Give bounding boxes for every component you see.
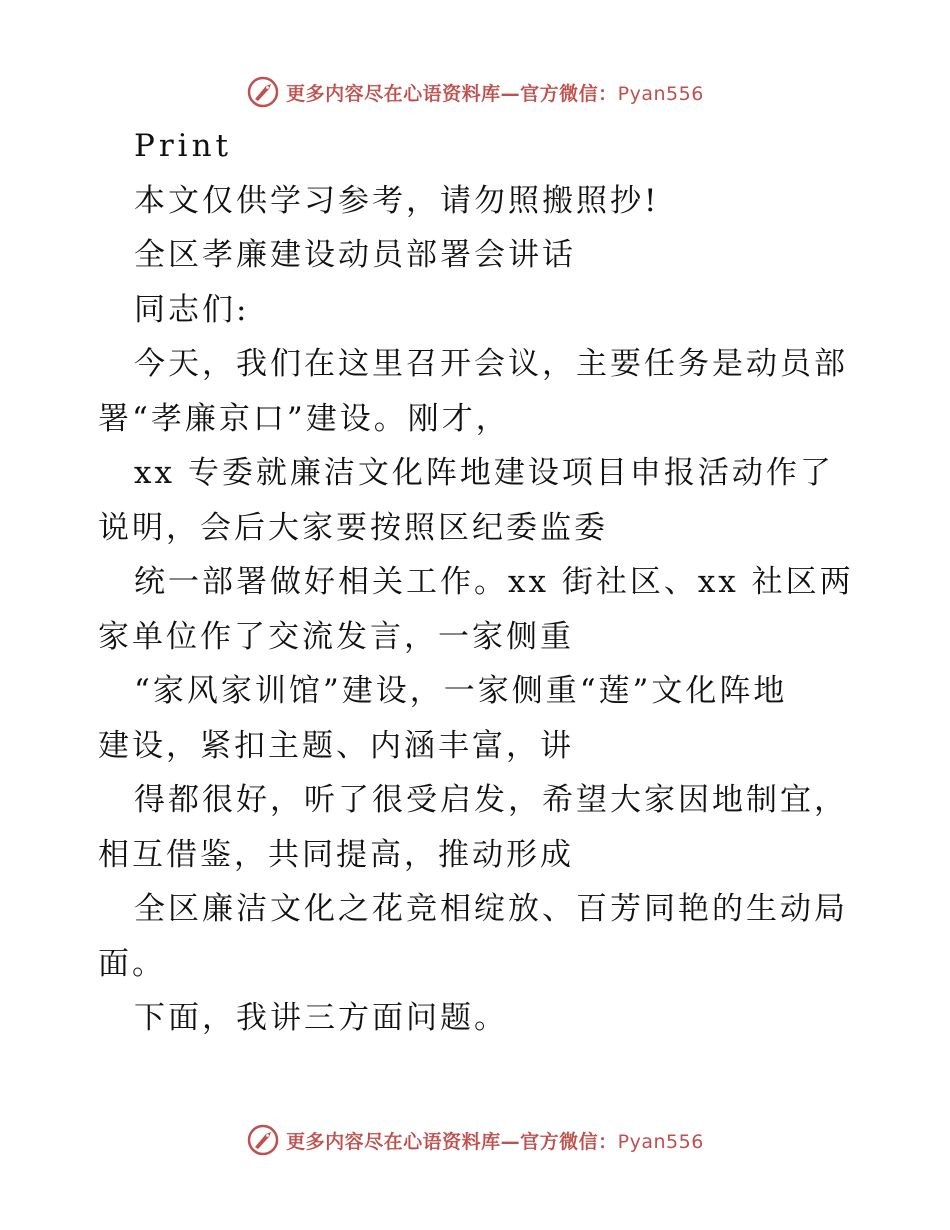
document-title: 全区孝廉建设动员部署会讲话 [134, 237, 576, 273]
text-line: 得都很好，听了很受启发，希望大家因地制宜， [134, 782, 848, 818]
text-line: 相互借鉴，共同提高，推动形成 [98, 836, 574, 873]
text-line: “家风家训馆”建设，一家侧重“莲”文化阵地 [134, 673, 788, 709]
wechat-id: Pyan556 [617, 82, 704, 105]
text-line: 面。 [98, 945, 166, 982]
text-line: 署“孝廉京口”建设。刚才， [98, 400, 510, 437]
pen-nib-logo-icon [246, 75, 280, 109]
text-line: 全区廉洁文化之花竞相绽放、百芳同艳的生动局 [134, 891, 848, 927]
watermark-text: 更多内容尽在心语资料库—官方微信：Pyan556 [286, 1130, 704, 1153]
watermark-text: 更多内容尽在心语资料库—官方微信：Pyan556 [286, 82, 704, 105]
header-watermark [0, 70, 950, 114]
text-line: 说明，会后大家要按照区纪委监委 [98, 509, 608, 546]
text-line: 统一部署做好相关工作。xx 街社区、xx 社区两 [134, 564, 854, 600]
footer-watermark [0, 1118, 950, 1162]
disclaimer-line: 本文仅供学习参考，请勿照搬照抄! [134, 182, 660, 219]
text-line: 建设，紧扣主题、内涵丰富，讲 [98, 727, 574, 764]
text-line: 下面，我讲三方面问题。 [134, 1000, 508, 1036]
salutation: 同志们: [134, 291, 250, 328]
pen-nib-logo-icon [246, 1123, 280, 1157]
document-body [98, 119, 858, 1046]
text-line: 家单位作了交流发言，一家侧重 [98, 618, 574, 655]
wechat-id: Pyan556 [617, 1130, 704, 1153]
print-label: Print [134, 128, 233, 164]
text-line: xx 专委就廉洁文化阵地建设项目申报活动作了 [134, 455, 834, 491]
text-line: 今天，我们在这里召开会议，主要任务是动员部 [134, 346, 848, 382]
